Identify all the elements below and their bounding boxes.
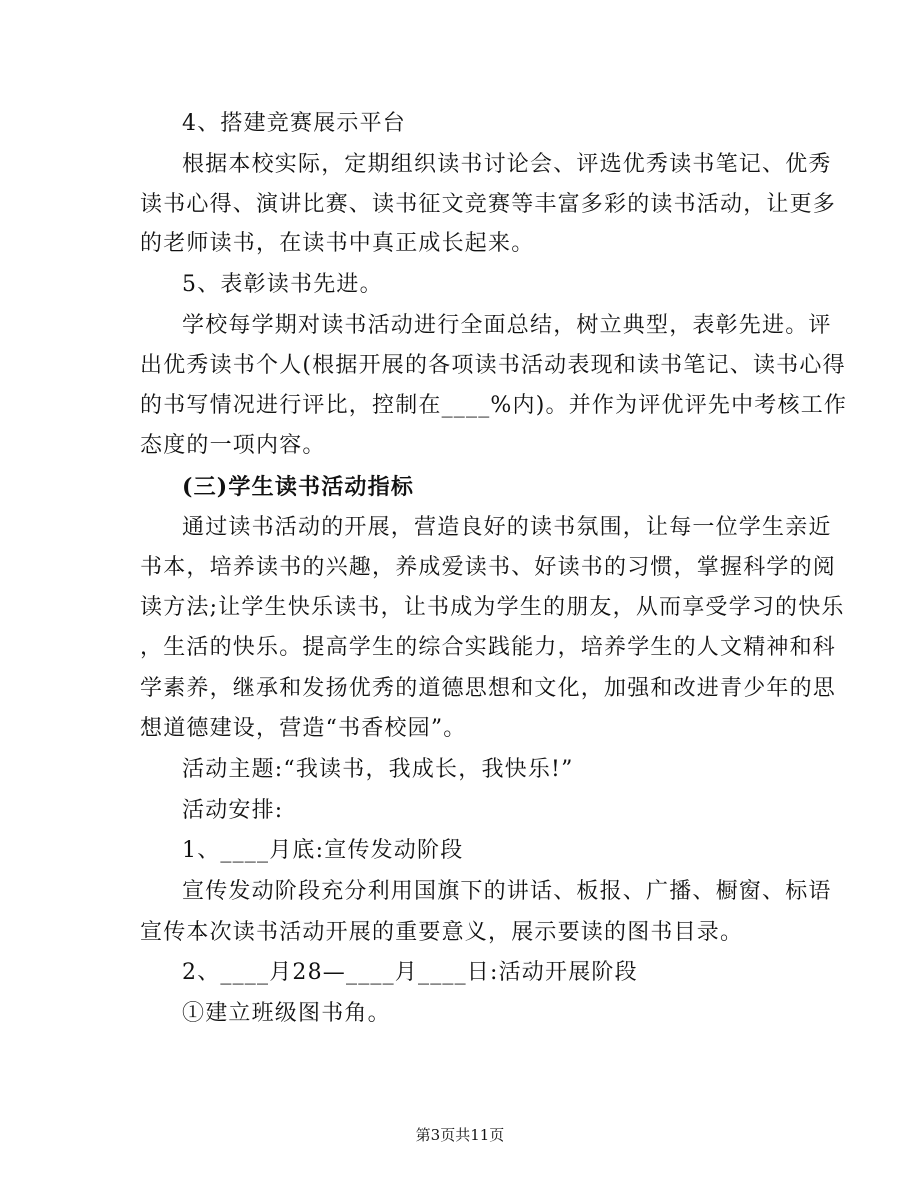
activity-theme: 活动主题:“我读书，我成长，我快乐!” bbox=[182, 757, 574, 782]
schedule-item-2: 2、____月28—____月____日:活动开展阶段 bbox=[182, 960, 638, 985]
paragraph-line: 态度的一项内容。 bbox=[140, 433, 326, 458]
section-heading-student-reading: (三)学生读书活动指标 bbox=[182, 474, 415, 500]
paragraph-line: 根据本校实际，定期组织读书讨论会、评选优秀读书笔记、优秀 bbox=[182, 152, 832, 177]
page-number: 第3页共11页 bbox=[415, 1126, 505, 1144]
paragraph-line: 想道德建设，营造“书香校园”。 bbox=[140, 716, 467, 741]
paragraph-line: 读书心得、演讲比赛、读书征文竞赛等丰富多彩的读书活动，让更多 bbox=[140, 192, 837, 217]
paragraph-line: 宣传本次读书活动开展的重要意义，展示要读的图书目录。 bbox=[140, 920, 744, 945]
paragraph-line: 的书写情况进行评比，控制在____%内)。并作为评优评先中考核工作 bbox=[140, 393, 848, 418]
paragraph-line: 学素养，继承和发扬优秀的道德思想和文化，加强和改进青少年的思 bbox=[140, 676, 837, 701]
schedule-subitem-1: ①建立班级图书角。 bbox=[182, 1001, 391, 1026]
schedule-item-1: 1、____月底:宣传发动阶段 bbox=[182, 838, 464, 863]
paragraph-line: 的老师读书，在读书中真正成长起来。 bbox=[140, 231, 535, 256]
activity-schedule-label: 活动安排: bbox=[182, 798, 284, 823]
paragraph-line: 出优秀读书个人(根据开展的各项读书活动表现和读书笔记、读书心得 bbox=[140, 353, 846, 378]
paragraph-line: 通过读书活动的开展，营造良好的读书氛围，让每一位学生亲近 bbox=[182, 515, 832, 540]
paragraph-line: 宣传发动阶段充分利用国旗下的讲话、板报、广播、橱窗、标语 bbox=[182, 879, 832, 904]
paragraph-line: 书本，培养读书的兴趣，养成爱读书、好读书的习惯，掌握科学的阅 bbox=[140, 555, 837, 580]
section-heading-5: 5、表彰读书先进。 bbox=[182, 272, 383, 297]
paragraph-line: 学校每学期对读书活动进行全面总结，树立典型，表彰先进。评 bbox=[182, 313, 832, 338]
section-heading-4: 4、搭建竞赛展示平台 bbox=[182, 111, 406, 136]
paragraph-line: ，生活的快乐。提高学生的综合实践能力，培养学生的人文精神和科 bbox=[140, 635, 837, 660]
paragraph-line: 读方法;让学生快乐读书，让书成为学生的朋友，从而享受学习的快乐 bbox=[140, 595, 845, 620]
